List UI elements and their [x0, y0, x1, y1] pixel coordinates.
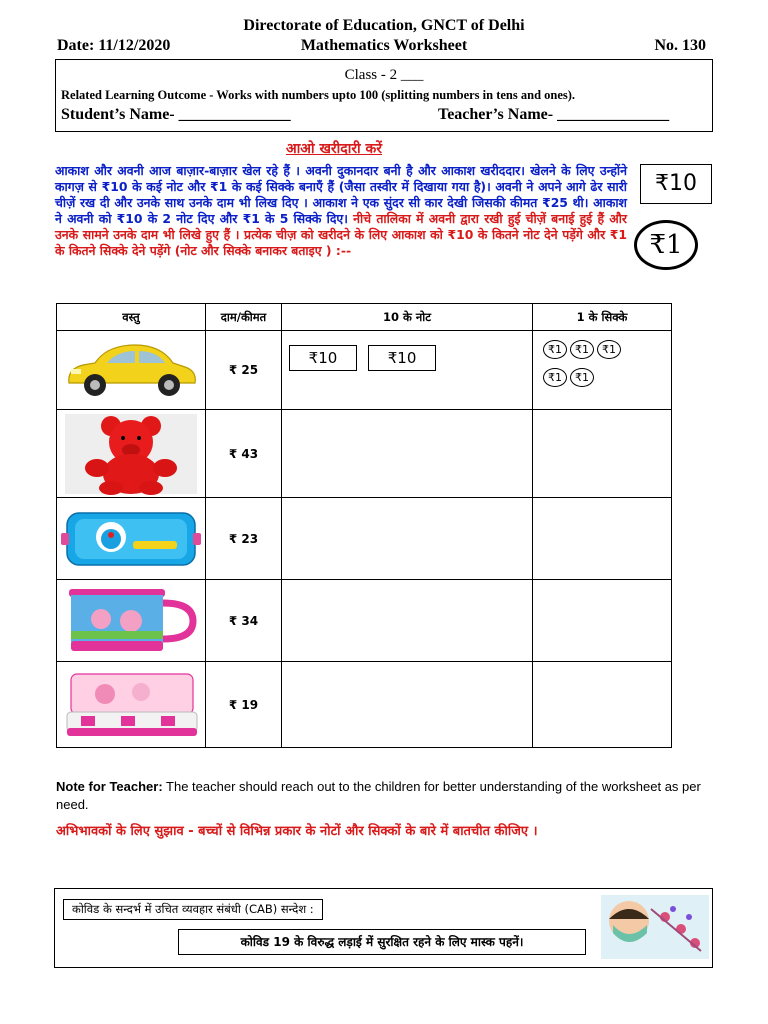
price-cell: ₹ 19 — [206, 662, 282, 748]
one-coin: ₹1 — [597, 340, 621, 359]
one-coin: ₹1 — [543, 340, 567, 359]
learning-outcome: Related Learning Outcome - Works with numbers upto 100 (splitting numbers in tens and ones). — [61, 88, 576, 102]
cab-box — [54, 888, 713, 968]
one-coin: ₹1 — [570, 368, 594, 387]
car-image — [61, 339, 201, 401]
notes-cell[interactable] — [282, 410, 533, 498]
table-row — [57, 410, 672, 498]
ten-note: ₹10 — [368, 345, 436, 371]
item-cell — [57, 498, 206, 580]
worksheet-date: Date: 11/12/2020 — [57, 37, 171, 54]
item-cell — [57, 331, 206, 410]
coins-cell[interactable] — [533, 498, 672, 580]
notes-cell[interactable] — [282, 662, 533, 748]
price-cell: ₹ 34 — [206, 580, 282, 662]
ten-note: ₹10 — [289, 345, 357, 371]
story-blue-text: आकाश और अवनी आज बाज़ार-बाज़ार खेल रहे हैं । अवनी दुकानदार बनी है और आकाश खरीददार। खेलने के लिए उन्होंने कागज़ से ₹10 के कई नोट और ₹1 के कई सिक्के बनाएँ हैं (जैसा तस्वीर में दिखाया गया है)। अवनी ने अपने आगे ढेर सारी चीज़ें रख दी और उनके साथ उनके दाम भी लिख दिए । आकाश ने एक सुंदर सी कार देखी जिसकी कीमत ₹25 थी। आकाश ने अवनी को ₹10 के 2 नोट दिए और ₹1 के 5 सिक्के दिए। — [55, 163, 627, 226]
item-cell — [57, 410, 206, 498]
story-paragraph — [55, 163, 627, 259]
parents-tip: अभिभावकों के लिए सुझाव - बच्चों से विभिन्न प्रकार के नोटों और सिक्कों के बारे में बातचीत कीजिए । — [56, 824, 538, 839]
student-name-field[interactable]: Student’s Name- ______________ — [61, 106, 291, 123]
note-sample — [640, 164, 712, 204]
worksheet-subject: Mathematics Worksheet — [300, 37, 468, 54]
teacher-note-text: The teacher should reach out to the children for better understanding of the worksheet as per need. — [56, 779, 701, 812]
info-box — [55, 59, 713, 132]
header-price: दाम/कीमत — [206, 304, 282, 331]
notes-cell[interactable] — [282, 580, 533, 662]
one-coin: ₹1 — [543, 368, 567, 387]
worksheet-table — [56, 303, 672, 748]
table-header-row — [57, 304, 672, 331]
item-cell — [57, 662, 206, 748]
class-label: Class - 2 ___ — [344, 67, 424, 83]
item-cell — [57, 580, 206, 662]
pencil-box-image — [61, 670, 201, 740]
price-cell: ₹ 25 — [206, 331, 282, 410]
price-cell: ₹ 43 — [206, 410, 282, 498]
story-red-text: नीचे तालिका में अवनी द्वारा रखी हुई चीज़ें बनाई हुई हैं और उनके सामने उनके दाम भी लिखे हुए हैं । प्रत्येक चीज़ को खरीदने के लिए आकाश को ₹10 के कितने नोट देने पड़ेंगे और ₹1 के कितने सिक्के देने पड़ेंगे (नोट और सिक्के बनाकर बताइए ) :-- — [55, 211, 627, 258]
header-coins: 1 के सिक्के — [533, 304, 672, 331]
teacher-note — [56, 778, 714, 814]
coins-cell[interactable] — [533, 662, 672, 748]
mug-image — [61, 587, 201, 655]
teacher-note-label: Note for Teacher: — [56, 779, 163, 794]
table-row — [57, 662, 672, 748]
cab-message: कोविड 19 के विरुद्ध लड़ाई में सुरक्षित रहने के लिए मास्क पहनें। — [178, 929, 586, 955]
header-notes: 10 के नोट — [282, 304, 533, 331]
teddy-bear-image — [61, 412, 201, 496]
mask-child-icon — [601, 895, 709, 959]
activity-title: आओ खरीदारी करें — [285, 141, 383, 157]
teacher-name-field[interactable]: Teacher’s Name- ______________ — [438, 106, 670, 123]
coin-sample — [634, 220, 698, 270]
table-row — [57, 580, 672, 662]
cab-label: कोविड के सन्दर्भ में उचित व्यवहार संबंधी (CAB) सन्देश : — [63, 899, 323, 920]
price-cell: ₹ 23 — [206, 498, 282, 580]
worksheet-number: No. 130 — [654, 37, 706, 54]
notes-cell[interactable] — [282, 331, 533, 410]
coins-cell[interactable] — [533, 331, 672, 410]
lunch-box-image — [61, 507, 201, 571]
note-sample-label: ₹10 — [655, 171, 697, 196]
notes-cell[interactable] — [282, 498, 533, 580]
one-coin: ₹1 — [570, 340, 594, 359]
coins-cell[interactable] — [533, 410, 672, 498]
table-row — [57, 331, 672, 410]
coins-cell[interactable] — [533, 580, 672, 662]
org-title: Directorate of Education, GNCT of Delhi — [243, 17, 525, 34]
table-row — [57, 498, 672, 580]
coin-sample-label: ₹1 — [649, 230, 683, 260]
header-item: वस्तु — [57, 304, 206, 331]
